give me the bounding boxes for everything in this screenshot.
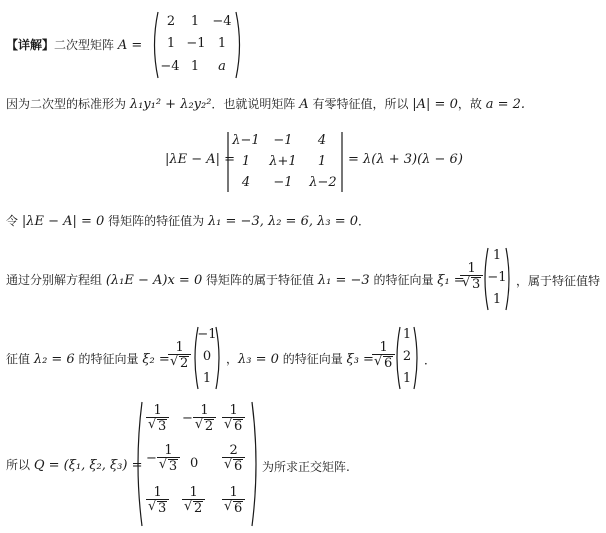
- matrix-A-cell: −1: [186, 36, 206, 51]
- matrix-A-cell: 1: [190, 59, 200, 74]
- text: ，属于特征值特: [516, 274, 601, 288]
- matrix-A-cell: −4: [212, 14, 232, 29]
- xi3-line: [226, 350, 374, 367]
- vector-entry: 2: [402, 349, 412, 364]
- sqrt-sign: √: [224, 417, 233, 432]
- xi23-line: [6, 350, 170, 367]
- matrix-Q-fraction: [146, 404, 169, 433]
- determinant-zero: |A| = 0: [412, 97, 458, 112]
- linear-system: (λ₁E − A)x = 0: [105, 273, 203, 288]
- radicand: 3: [158, 419, 167, 434]
- xi3-coefficient: [372, 341, 395, 370]
- sqrt-sign: √: [224, 457, 233, 472]
- vector-entry: 1: [202, 371, 212, 386]
- radicand: 2: [194, 501, 203, 516]
- text: 令: [6, 214, 22, 228]
- vector-entry: 1: [402, 327, 412, 342]
- det-cell: 1: [317, 154, 327, 169]
- xi1-vector: [482, 246, 512, 312]
- header-line: [6, 36, 142, 53]
- text: 得矩阵的属于特征值: [202, 273, 318, 287]
- frac-num: 1: [153, 403, 162, 418]
- matrix-A-cell: 1: [166, 36, 176, 51]
- det-cell: λ−1: [232, 133, 260, 148]
- text: 的特征向量: [278, 352, 347, 366]
- vector-entry: 0: [202, 349, 212, 364]
- xi2-vector: [192, 325, 222, 391]
- eigenvalue-2: λ₂ = 6: [33, 352, 75, 367]
- matrix-A-cell: 1: [217, 36, 227, 51]
- result-a: a = 2.: [485, 97, 525, 112]
- matrix-symbol: A: [299, 97, 309, 112]
- sqrt-sign: √: [148, 417, 157, 432]
- matrix-Q-sign: −: [146, 451, 157, 466]
- eigenvalue-1: λ₁ = −3: [317, 273, 370, 288]
- matrix-Q-entry: 0: [190, 456, 199, 471]
- matrix-A: [150, 10, 244, 80]
- frac-num: 1: [379, 340, 388, 355]
- xi3-label: ξ₃ =: [346, 352, 374, 367]
- matrix-Q-fraction: [222, 486, 245, 515]
- text: 有零特征值，所以: [308, 97, 413, 111]
- text: 为所求正交矩阵.: [262, 460, 350, 474]
- matrix-Q-cell: [182, 444, 198, 471]
- eigenvalues: λ₁ = −3, λ₂ = 6, λ₃ = 0: [207, 214, 358, 229]
- radicand: 6: [234, 419, 243, 434]
- vector-entry: 1: [402, 371, 412, 386]
- matrix-A-cell: 2: [166, 14, 176, 29]
- matrix-Q-cell: [146, 404, 169, 433]
- matrix-Q-fraction: [193, 404, 216, 433]
- matrix-Q-cell: [146, 444, 180, 473]
- frac-num: 1: [164, 443, 173, 458]
- xi2-label: ξ₂ =: [142, 352, 170, 367]
- vector-entry: 1: [492, 248, 502, 263]
- text: ．也就说明矩阵: [211, 97, 300, 111]
- matrix-Q-fraction: [222, 444, 245, 473]
- vector-entry: 1: [492, 292, 502, 307]
- solution-tag: 【详解】: [6, 38, 55, 52]
- matrix-Q-cell: [222, 444, 245, 473]
- text: ，: [226, 352, 239, 366]
- text: 的特征向量: [369, 273, 438, 287]
- radicand: 3: [158, 501, 167, 516]
- eigenvalues-line: [6, 212, 370, 229]
- matrix-Q-cell: [182, 404, 216, 433]
- matrix-Q-cell: [222, 404, 245, 433]
- sqrt-sign: √: [170, 354, 179, 369]
- text: 因为二次型的标准形为: [6, 97, 130, 111]
- det-cell: 4: [241, 175, 251, 190]
- frac-num: 1: [229, 485, 238, 500]
- matrix-Q-fraction: [157, 444, 180, 473]
- matrix-A-cell: −4: [160, 59, 180, 74]
- sqrt-sign: √: [194, 417, 204, 432]
- charpoly-lhs: |λE − A| =: [165, 152, 236, 167]
- matrix-Q-fraction: [222, 404, 245, 433]
- matrix-Q-cell: [182, 486, 205, 515]
- frac-num: 1: [229, 403, 238, 418]
- xi1-line: [6, 271, 465, 288]
- equals-sign: =: [127, 38, 143, 53]
- radicand: 2: [204, 419, 214, 434]
- xi2-coefficient: [168, 341, 191, 370]
- matrix-symbol: A: [117, 38, 128, 53]
- radicand: 2: [180, 356, 189, 371]
- radicand: 3: [168, 459, 178, 474]
- sqrt-sign: √: [462, 275, 471, 290]
- det-cell: λ−2: [309, 175, 337, 190]
- text: ，故: [457, 97, 486, 111]
- sqrt-sign: √: [374, 354, 383, 369]
- matrix-A-cell: a: [218, 59, 226, 74]
- sqrt-sign: √: [158, 457, 168, 472]
- det-cell: 1: [241, 154, 251, 169]
- text: 通过分别解方程组: [6, 273, 106, 287]
- radicand: 6: [384, 356, 393, 371]
- charpoly-determinant: [226, 130, 344, 194]
- det-cell: λ+1: [269, 154, 297, 169]
- sqrt-sign: √: [224, 499, 233, 514]
- xi1-coefficient: [460, 262, 483, 291]
- charpoly-rhs: = λ(λ + 3)(λ − 6): [348, 152, 463, 167]
- eigenvalue-3: λ₃ = 0: [238, 352, 279, 367]
- det-cell: −1: [273, 133, 293, 148]
- char-equation: |λE − A| = 0: [21, 214, 105, 229]
- radicand: 3: [472, 277, 481, 292]
- matrix-A-cell: 1: [190, 14, 200, 29]
- frac-num: 1: [175, 340, 184, 355]
- frac-num: 1: [189, 485, 198, 500]
- radicand: 6: [234, 501, 243, 516]
- matrix-Q-fraction: [182, 486, 205, 515]
- header-intro: 二次型矩阵: [54, 38, 118, 52]
- xi3-vector: [394, 325, 420, 391]
- text: 的特征向量: [74, 352, 143, 366]
- matrix-Q-sign: −: [182, 411, 193, 426]
- frac-num: 1: [467, 261, 476, 276]
- det-cell: −1: [273, 175, 293, 190]
- standard-form: λ₁y₁² + λ₂y₂²: [129, 97, 212, 112]
- vector-entry: −1: [197, 327, 217, 342]
- det-cell: 4: [317, 133, 327, 148]
- matrix-Q-fraction: [146, 486, 169, 515]
- text: 得矩阵的特征值为: [104, 214, 208, 228]
- matrix-Q: [134, 400, 260, 528]
- matrix-Q-cell: [146, 486, 169, 515]
- radicand: 6: [234, 459, 243, 474]
- text: 所以: [6, 458, 34, 472]
- Q-definition: Q = (ξ₁, ξ₂, ξ₃) =: [33, 458, 143, 473]
- sqrt-sign: √: [184, 499, 193, 514]
- sqrt-sign: √: [148, 499, 157, 514]
- vector-entry: −1: [487, 270, 507, 285]
- xi1-label: ξ₁ =: [437, 273, 465, 288]
- frac-num: 2: [229, 443, 238, 458]
- frac-num: 1: [153, 485, 162, 500]
- frac-num: 1: [200, 403, 209, 418]
- standard-form-line: [6, 95, 525, 112]
- text: ．: [424, 353, 437, 367]
- text: ．: [358, 214, 371, 228]
- text: 征值: [6, 352, 34, 366]
- matrix-Q-cell: [222, 486, 245, 515]
- Q-line: [6, 456, 142, 473]
